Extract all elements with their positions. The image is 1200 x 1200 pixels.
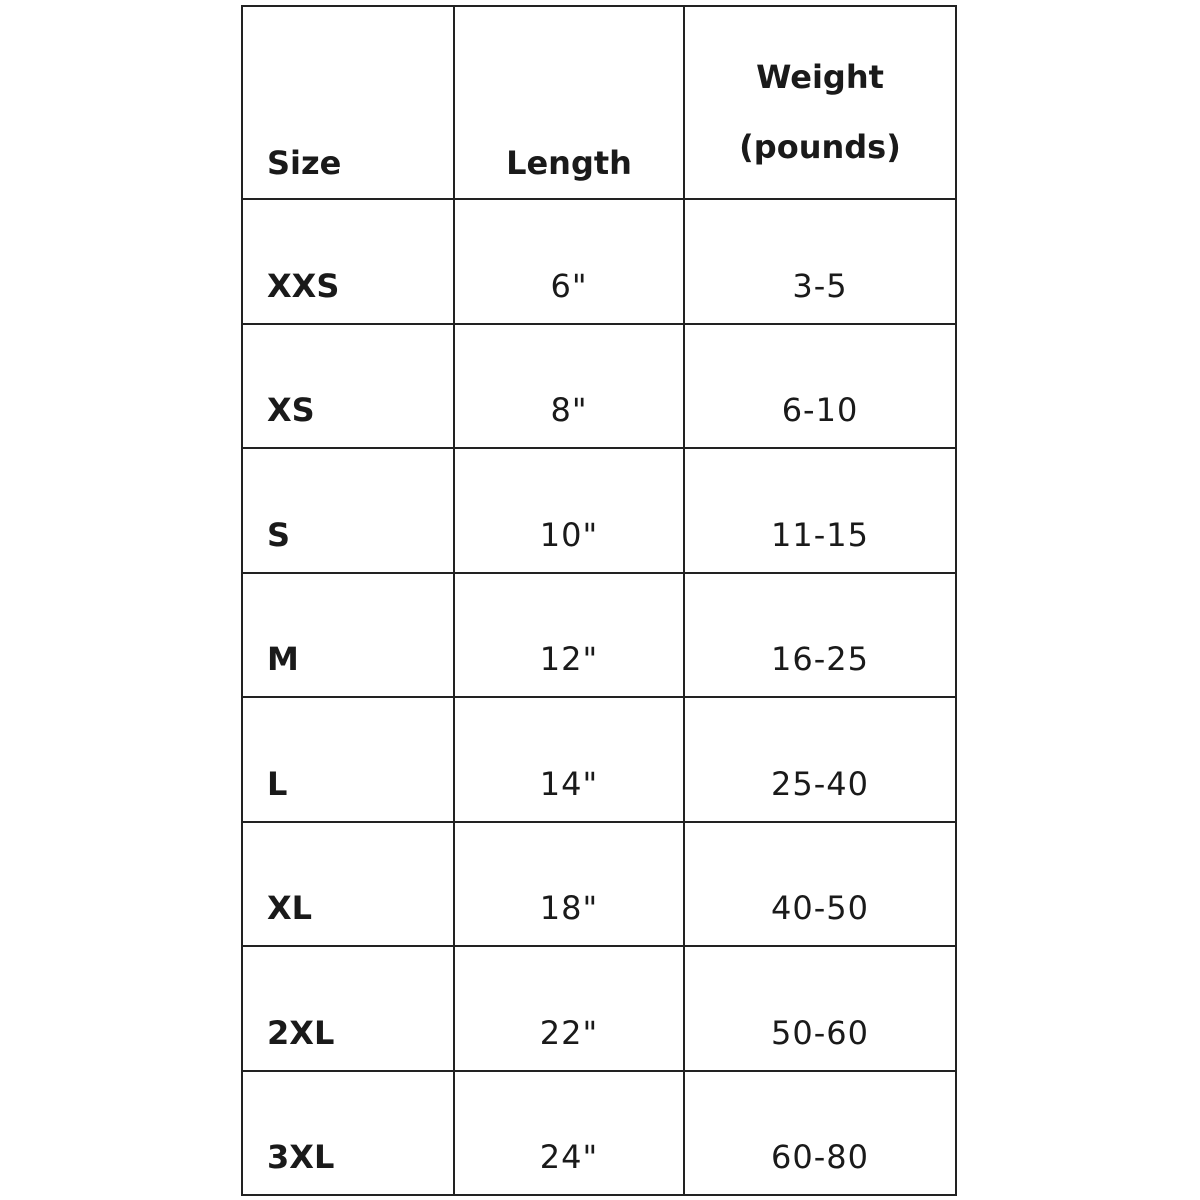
weight-cell: 16-25 [684,573,956,698]
table-row [242,324,956,449]
size-cell: XL [242,822,454,947]
weight-cell: 25-40 [684,697,956,822]
size-cell: L [242,697,454,822]
size-column-header: Size [242,6,454,199]
table-row [242,199,956,324]
length-cell: 6" [454,199,684,324]
weight-column-header [684,6,956,199]
length-cell: 8" [454,324,684,449]
weight-header-line-1: Weight [756,58,884,96]
table-row [242,697,956,822]
table-header-row [242,6,956,199]
weight-cell: 6-10 [684,324,956,449]
table-row [242,1071,956,1196]
size-cell: M [242,573,454,698]
table-row [242,946,956,1071]
size-cell: XXS [242,199,454,324]
weight-cell: 60-80 [684,1071,956,1196]
length-cell: 10" [454,448,684,573]
length-cell: 18" [454,822,684,947]
size-chart-table [241,5,957,1196]
table-row [242,573,956,698]
length-cell: 12" [454,573,684,698]
table-row [242,448,956,573]
size-cell: 2XL [242,946,454,1071]
weight-cell: 40-50 [684,822,956,947]
weight-cell: 3-5 [684,199,956,324]
table-row [242,822,956,947]
weight-cell: 50-60 [684,946,956,1071]
weight-cell: 11-15 [684,448,956,573]
weight-header-line-2: (pounds) [739,128,901,166]
length-cell: 14" [454,697,684,822]
length-column-header: Length [454,6,684,199]
length-cell: 22" [454,946,684,1071]
size-cell: XS [242,324,454,449]
size-cell: S [242,448,454,573]
size-cell: 3XL [242,1071,454,1196]
length-cell: 24" [454,1071,684,1196]
